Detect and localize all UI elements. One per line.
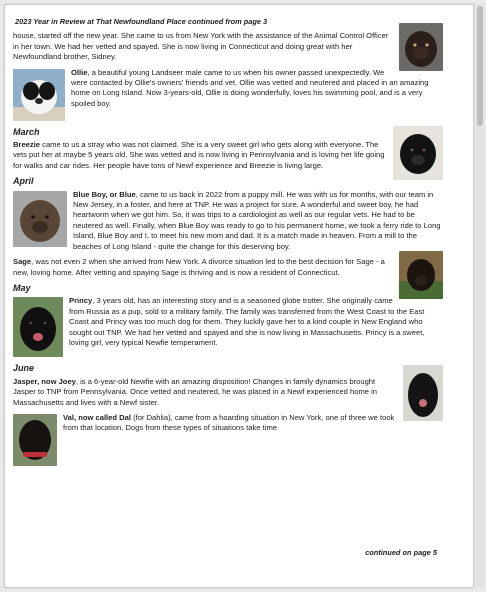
entry-ollie-name: Ollie [71, 67, 88, 77]
month-heading-june: June [13, 363, 35, 374]
entry-blue-name: Blue Boy, or Blue [73, 189, 136, 199]
entry-jasper-name: Jasper, now Joey [13, 376, 76, 386]
entry-ollie [13, 68, 443, 110]
entry-sage-text: , was not even 2 when she arrived from New York. A divorce situation led to the best decision for Sage - a new, loving home. After vetting and spaying Sage is thriving and is now a resident of Connecticut. [13, 257, 385, 277]
entry-dal-text: (for Dahlia), came from a hoarding situation in New York, one of three we took from that location. Dogs from these types of situations take time [63, 412, 395, 433]
entry-sage-name: Sage [13, 257, 32, 267]
dog-photo-blue [13, 191, 67, 247]
entry-ollie-text: , a beautiful young Landseer male came to us when his owner passed unexpectedly. We were contacted by Ollie's owners' friends and vet. Ollie was vetted and neutered and placed in an amazing home on Long Island. Now 3-years-old, Ollie is doing wonderfully, loves his swimming pool, and is a very spoiled boy. [71, 67, 429, 108]
document-page [4, 4, 474, 588]
entry-dal [13, 413, 443, 434]
entry-breezie [13, 140, 443, 171]
page-content [13, 11, 443, 468]
entry-blue [13, 190, 443, 252]
dog-photo-dal [13, 414, 57, 466]
entry-blue-text: , came to us back in 2022 from a puppy mill. He was with us for months, with our team in New Jersey, in a foster, and here at TNP. He was a project for sure. A wonderful and sweet boy, he had heartworm when we got him. So, it was trips to a cardiologist as well as our regular vets. He had to be neutered as well. Finally, when Blue Boy was ready to go to his permanent home, we took a ferry ride to Long Island, Blue Boy and I, to meet his new mom and dad. It is a match made in heaven. From a mill to the beaches of Long Island - quite the change for this deserving boy. [73, 189, 441, 251]
entry-dal-name: Val, now called Dal [63, 412, 131, 422]
entry-princy-text: , 3 years old, has an interesting story and is a seasoned globe trotter. She originally came from Russia as a pup, sold to a military family. The family was transferred from the West Coast to the East Coast and Princy was too much dog for them. They luckily gave her to a kind couple in New England who sought out TNP. We had her vetted and spayed and she is now living in Massachusetts. Princy is a sweet, loving girl, very typical Newfie temperament. [69, 296, 425, 347]
entry-princy-name: Princy [69, 296, 93, 306]
month-heading-april: April [13, 176, 34, 187]
scrollbar-thumb[interactable] [477, 6, 483, 126]
dog-photo-first [399, 23, 443, 71]
month-heading-may: May [13, 282, 31, 293]
entry-jasper-text: , is a 6-year-old Newfie with an amazing disposition! Changes in family dynamics brought Jasper to TNP from Pennsylvania. Once vetted and neutered, he was placed in a Newf experienced home in Massachusetts and lives with a Newf sister. [13, 376, 378, 407]
entry-jasper [13, 377, 443, 408]
dog-photo-sage [399, 251, 443, 299]
entry-breezie-text: came to us a stray who was not claimed. She is a very sweet girl who gets along with everyone. The vets put her at maybe 5 years old. She was vetted and is now living in Pennsylvania and is loving her life going for walks and car rides. Her people have tons of Newf experience and Breezie is living large. [13, 140, 385, 170]
intro-paragraph: house, started off the new year. She came to us from New York with the assistance of the Animal Control Officer in her town. We had her vetted and spayed. She is now living in Connecticut and doing great with her Newfoundland brother, Sidney. [13, 31, 389, 62]
entry-breezie-name: Breezie [13, 140, 41, 150]
dog-photo-breezie [393, 126, 443, 180]
continued-footer: continued on page 5 [365, 548, 437, 557]
vertical-scrollbar[interactable] [476, 4, 484, 588]
page-header: 2023 Year in Review at That Newfoundland Place continued from page 3 [15, 17, 268, 26]
dog-photo-ollie [13, 69, 65, 121]
dog-photo-jasper [403, 365, 443, 421]
dog-photo-princy [13, 297, 63, 357]
entry-sage [13, 257, 443, 278]
month-heading-march: March [13, 126, 40, 137]
entry-princy [13, 296, 443, 348]
